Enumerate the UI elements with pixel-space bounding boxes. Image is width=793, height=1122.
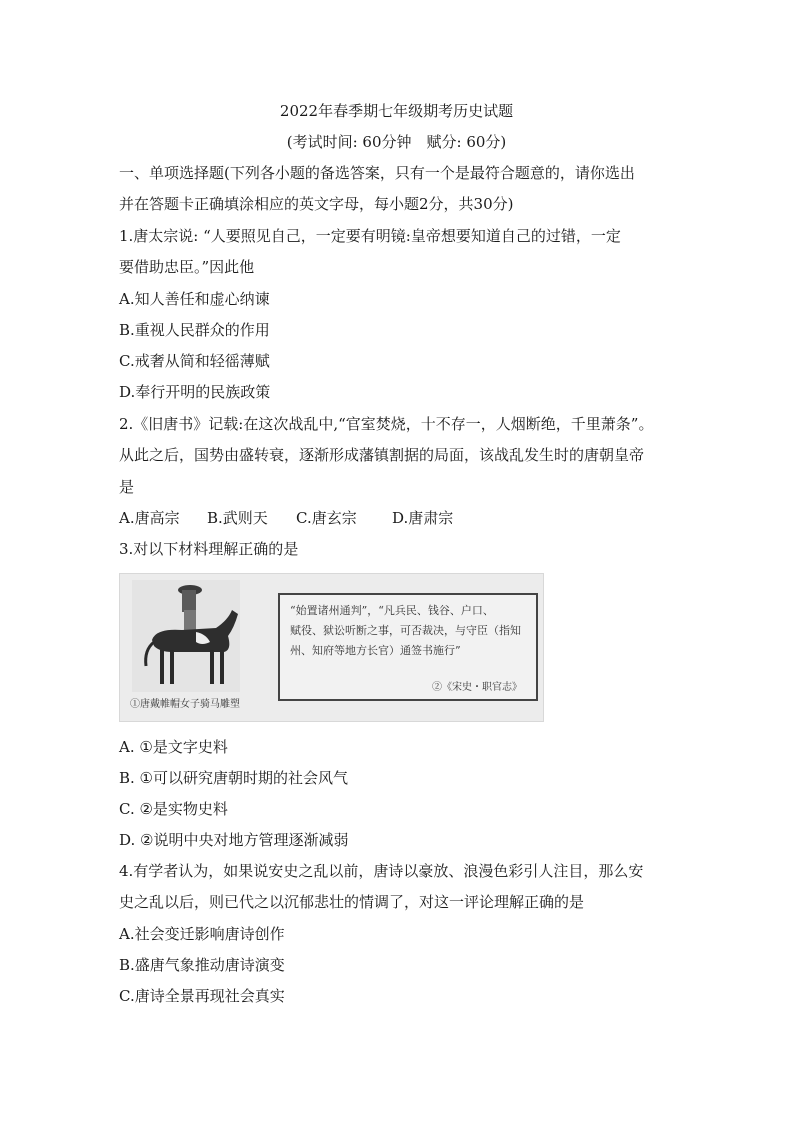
figure-1-caption: ①唐戴帷帽女子骑马雕塑 <box>130 699 240 710</box>
q3-option-a: A. ①是文字史料 <box>119 738 228 756</box>
q2-option-b: B.武则天 <box>207 509 268 527</box>
q3-option-b: B. ①可以研究唐朝时期的社会风气 <box>119 769 349 787</box>
q4-option-c: C.唐诗全景再现社会真实 <box>119 987 285 1005</box>
q2-stem-line-2: 从此之后，国势由盛转衰，逐渐形成藩镇割据的局面，该战乱发生时的唐朝皇帝 <box>119 446 645 464</box>
exam-title: 2022年春季期七年级期考历史试题 <box>279 102 514 120</box>
q3-option-d: D. ②说明中央对地方管理逐渐减弱 <box>119 831 349 849</box>
q1-option-d: D.奉行开明的民族政策 <box>119 383 271 401</box>
q1-option-b: B.重视人民群众的作用 <box>119 321 270 339</box>
q2-stem-line-3: 是 <box>119 478 135 496</box>
q1-stem-line-1: 1.唐太宗说: “人要照见自己，一定要有明镜:皇帝想要知道自己的过错，一定 <box>119 227 621 245</box>
figure-2-caption: ②《宋史・职官志》 <box>432 682 522 693</box>
q4-stem-line-2: 史之乱以后，则已代之以沉郁悲壮的情调了，对这一评论理解正确的是 <box>119 893 585 911</box>
q3-stem: 3.对以下材料理解正确的是 <box>119 540 299 558</box>
q2-option-a: A.唐高宗 <box>119 509 180 527</box>
q1-option-a: A.知人善任和虚心纳谏 <box>119 290 270 308</box>
horse-rider-figurine-photo <box>132 580 240 692</box>
q4-option-a: A.社会变迁影响唐诗创作 <box>119 925 285 943</box>
figure-2-quote <box>290 601 528 661</box>
q1-stem-line-2: 要借助忠臣。”因此他 <box>119 258 255 276</box>
exam-subtitle: (考试时间: 60分钟 赋分: 60分) <box>286 133 507 151</box>
q2-option-d: D.唐肃宗 <box>392 509 454 527</box>
q2-option-c: C.唐玄宗 <box>296 509 357 527</box>
q1-option-c: C.戒奢从简和轻徭薄赋 <box>119 352 270 370</box>
quote-line-1: “始置诸州通判”，“凡兵民、钱谷、户口、 <box>290 604 494 617</box>
section-instructions-line-1: 一、单项选择题(下列各小题的备选答案，只有一个是最符合题意的，请你选出 <box>119 164 635 182</box>
q3-option-c: C. ②是实物史料 <box>119 800 228 818</box>
quote-line-2: 赋役、狱讼听断之事，可否裁决，与守臣（指知 <box>290 624 521 637</box>
q4-option-b: B.盛唐气象推动唐诗演变 <box>119 956 285 974</box>
q3-figure <box>119 573 544 722</box>
quote-line-3: 州、知府等地方长官）通签书施行” <box>290 644 461 657</box>
figure-2-quote-box <box>278 593 538 701</box>
q4-stem-line-1: 4.有学者认为，如果说安史之乱以前，唐诗以豪放、浪漫色彩引人注目，那么安 <box>119 862 644 880</box>
section-instructions-line-2: 并在答题卡正确填涂相应的英文字母，每小题2分，共30分) <box>119 195 514 213</box>
q2-stem-line-1: 2.《旧唐书》记载:在这次战乱中,“官室焚烧，十不存一，人烟断绝，千里萧条”。 <box>119 415 654 433</box>
